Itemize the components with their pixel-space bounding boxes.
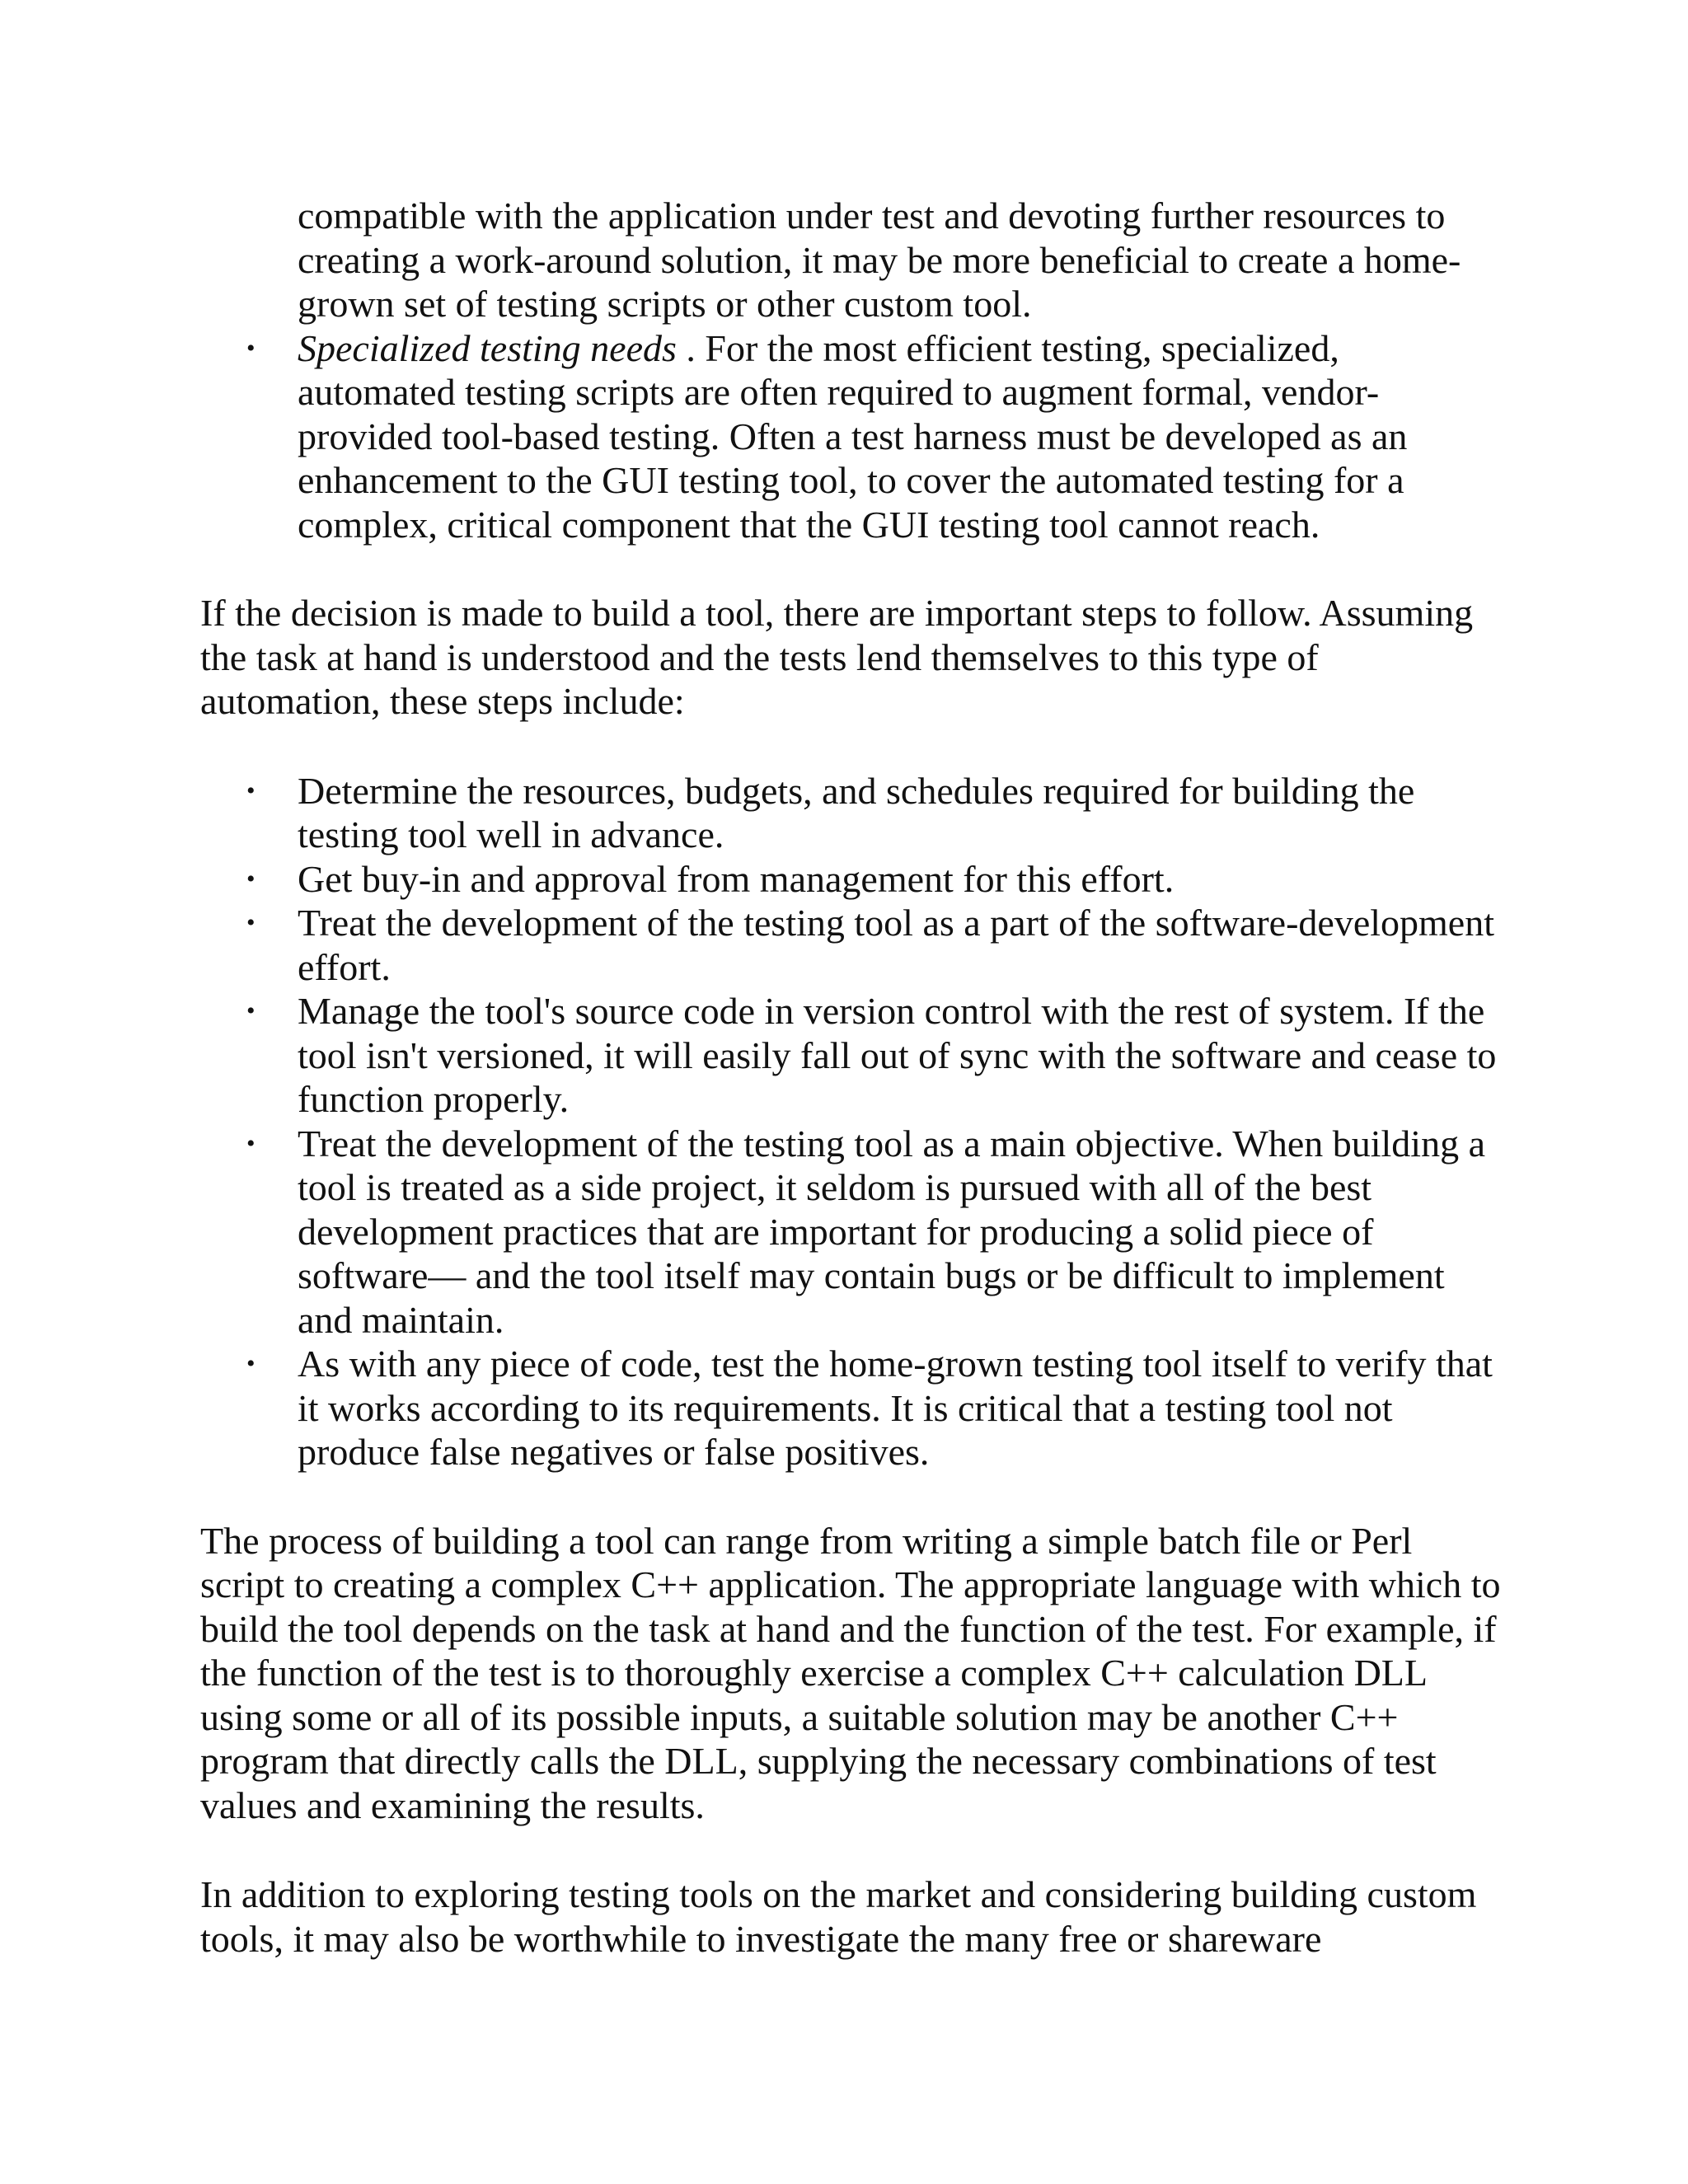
step-text: Treat the development of the testing tool as a part of the software-development effort. [298, 902, 1494, 988]
list-item [200, 1122, 1503, 1343]
page-content [200, 194, 1503, 1961]
build-steps-list [200, 769, 1503, 1474]
list-item [200, 901, 1503, 989]
list-item [200, 857, 1503, 902]
step-text: Treat the development of the testing tool as a main objective. When building a tool is treated as a side project, it seldom is pursued with all of the best development practices that are important for producing a solid piece of software— and the tool itself may contain bugs or be difficult to implement and maintain. [298, 1122, 1486, 1341]
step-text: Manage the tool's source code in version control with the rest of system. If the tool isn't versioned, it will easily fall out of sync with the software and cease to function properly. [298, 990, 1497, 1120]
bullet-glyph: • [246, 1350, 256, 1377]
list-item [200, 989, 1503, 1122]
step-text: Get buy-in and approval from management for this effort. [298, 857, 1175, 900]
bullet-glyph: • [246, 776, 256, 804]
step-text: As with any piece of code, test the home-grown testing tool itself to verify that it works according to its requirements. It is critical that a testing tool not produce false negatives or false positives. [298, 1343, 1493, 1473]
step-text: Determine the resources, budgets, and schedules required for building the testing tool well in advance. [298, 769, 1415, 855]
list-item-specialized-testing [200, 326, 1503, 547]
process-paragraph: The process of building a tool can range from writing a simple batch file or Perl script to creating a complex C++ application. The appropriate language with which to build the tool depends on the task at hand and the function of the test. For example, if the function of the test is to thoroughly exercise a complex C++ calculation DLL using some or all of its possible inputs, a suitable solution may be another C++ program that directly calls the DLL, supplying the necessary combinations of test values and examining the results. [200, 1519, 1501, 1826]
specialized-testing-title: Specialized testing needs [298, 326, 677, 369]
bullet-glyph: • [246, 334, 256, 362]
bullet-glyph: • [246, 1129, 256, 1157]
list-item [200, 769, 1503, 857]
tool-reasons-list [200, 326, 1503, 547]
bullet-glyph: • [246, 865, 256, 893]
closing-paragraph: In addition to exploring testing tools on the market and considering building custom tools, it may also be worthwhile to investigate the many free or shareware [200, 1873, 1477, 1960]
specialized-testing-text: . For the most efficient testing, specialized, automated testing scripts are often required to augment formal, vendor-provided tool-based testing. Often a test harness must be developed as an enhancement to the GUI testing tool, to cover the automated testing for a complex, critical component that the GUI testing tool cannot reach. [298, 326, 1408, 546]
bullet-glyph: • [246, 909, 256, 936]
intro-paragraph: If the decision is made to build a tool, there are important steps to follow. Assuming the task at hand is understood and the tests lend themselves to this type of automation, these steps include: [200, 592, 1474, 722]
continued-bullet-text: compatible with the application under test and devoting further resources to creating a work-around solution, it may be more beneficial to create a home-grown set of testing scripts or other custom tool. [298, 194, 1461, 325]
bullet-glyph: • [246, 997, 256, 1024]
list-item [200, 1342, 1503, 1474]
